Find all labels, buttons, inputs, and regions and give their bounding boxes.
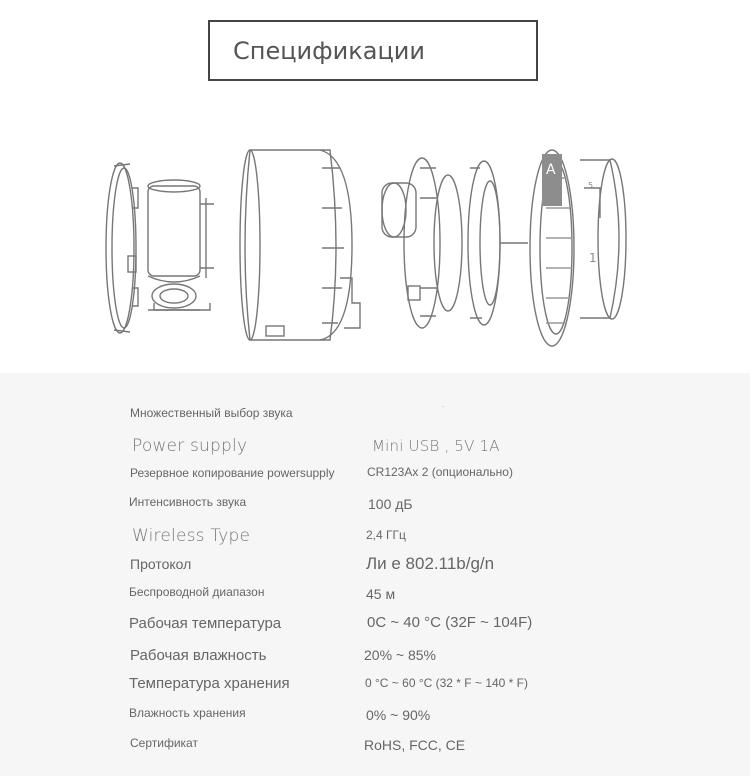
front-cover: [580, 159, 626, 319]
spec-row: [0, 494, 750, 520]
spec-row: [0, 436, 750, 462]
title-box: [208, 20, 538, 81]
spec-label: Беспроводной диапазон: [129, 585, 265, 599]
spec-value: Ли e 802.11b/g/n: [366, 554, 495, 573]
spec-value: 0 °C ~ 60 °C (32 * F ~ 140 * F): [365, 676, 529, 690]
figure-label-c: 1.: [589, 251, 601, 265]
spec-label: Протокол: [130, 556, 192, 572]
spec-row: [0, 646, 750, 672]
spec-value: 45 м: [366, 586, 396, 602]
spec-label: Влажность хранения: [129, 706, 246, 720]
spec-label: Сертификат: [130, 736, 198, 750]
spec-row: [0, 735, 750, 761]
exploded-device-diagram: [90, 128, 650, 358]
circuit-board: [382, 158, 440, 328]
spec-value: Mini USB , 5V 1A: [372, 437, 500, 455]
spec-row: [0, 554, 750, 580]
figure-label-b: 5.: [588, 181, 596, 190]
spec-label: Рабочая температура: [129, 615, 282, 632]
back-plate: [106, 163, 138, 333]
page-title: Спецификации: [233, 37, 425, 65]
main-housing: [240, 150, 360, 340]
spec-label: Резервное копирование powersupply: [130, 466, 335, 480]
figure-label-a: A: [546, 162, 556, 178]
spec-row: [0, 674, 750, 700]
speaker-disc: [434, 161, 528, 325]
spec-label: Рабочая влажность: [130, 647, 267, 664]
spec-value: RoHS, FCC, CE: [364, 737, 466, 753]
spec-value: 0C ~ 40 °C (32F ~ 104F): [367, 614, 533, 631]
spec-label: Множественный выбор звука: [130, 406, 293, 420]
spec-value: 2,4 ГГц: [366, 528, 406, 542]
spec-label: Wireless Type: [132, 526, 251, 546]
spec-row: [0, 705, 750, 731]
spec-label: Температура хранения: [129, 675, 290, 692]
spec-row: [0, 584, 750, 610]
spec-row: [0, 465, 750, 491]
battery: [148, 180, 214, 310]
spec-value: 0% ~ 90%: [366, 707, 431, 723]
spec-label: Power supply: [132, 436, 248, 456]
spec-row: [0, 405, 750, 431]
spec-row: [0, 614, 750, 640]
spec-value: 20% ~ 85%: [364, 647, 436, 663]
spec-label: Интенсивность звука: [129, 495, 247, 509]
spec-row: [0, 526, 750, 552]
spec-value: CR123Ax 2 (опционально): [367, 465, 513, 479]
spec-value: 100 дБ: [368, 496, 413, 512]
